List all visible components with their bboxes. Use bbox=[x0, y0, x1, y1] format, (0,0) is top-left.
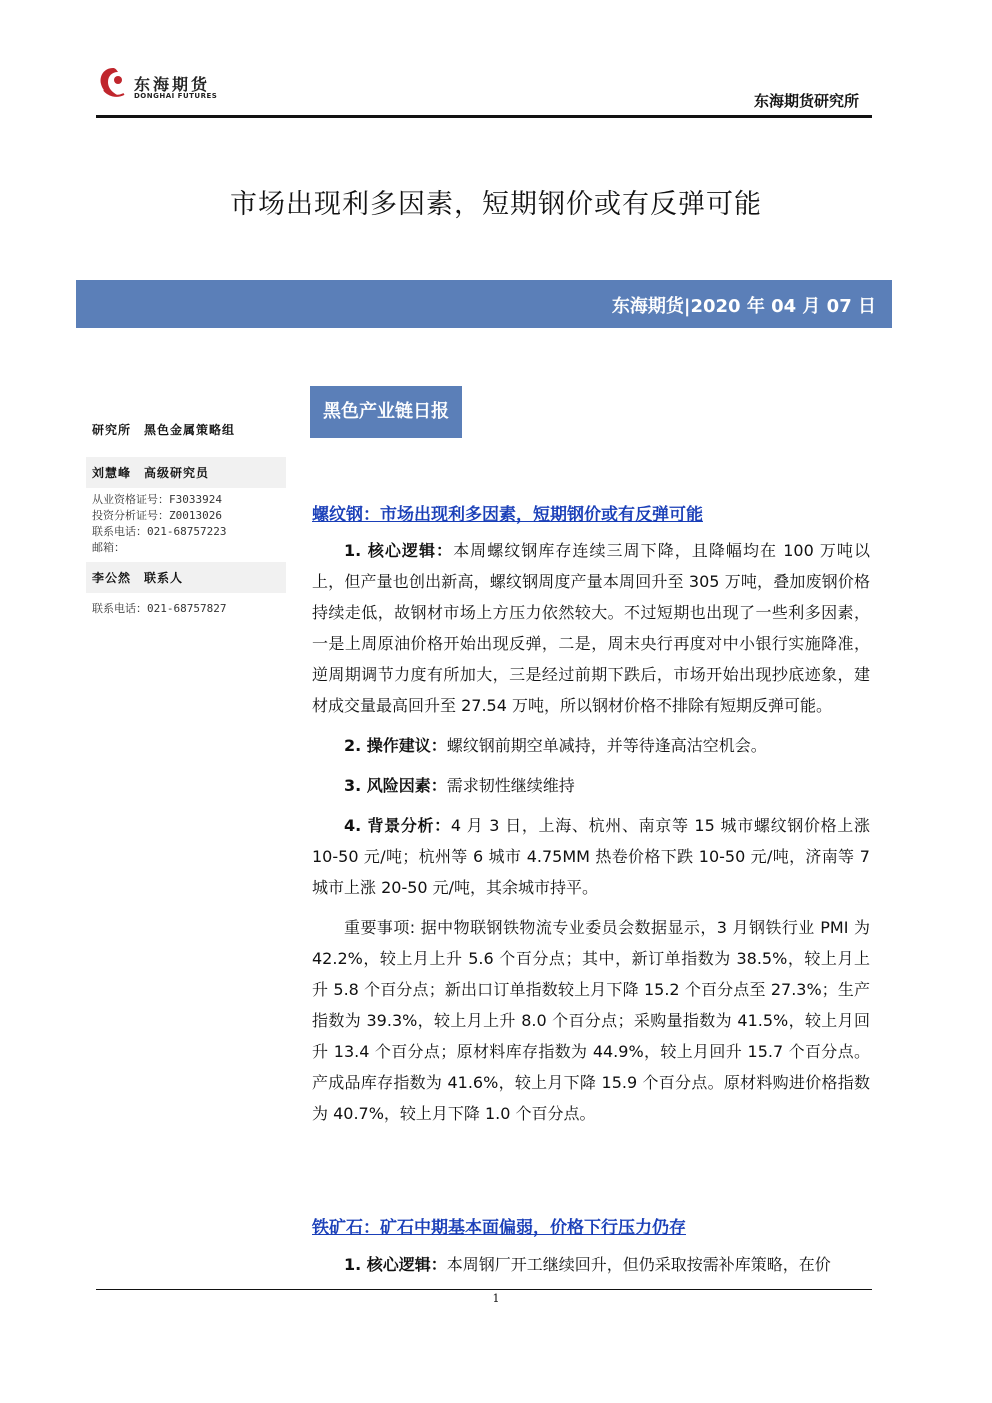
contact-name: 李公然 联系人 bbox=[86, 562, 286, 593]
analyst-email: 邮箱： bbox=[92, 541, 125, 554]
analyst-phone: 联系电话：021-68757223 bbox=[92, 525, 227, 538]
iron-ore-section-body bbox=[312, 1249, 870, 1289]
footer-divider bbox=[96, 1289, 872, 1290]
rebar-section-heading[interactable]: 螺纹钢：市场出现利多因素，短期钢价或有反弹可能 bbox=[312, 505, 703, 525]
rebar-background: 4. 背景分析：4 月 3 日，上海、杭州、南京等 15 城市螺纹钢价格上涨 10-50 元/吨；杭州等 6 城市 4.75MM 热卷价格下跌 10-50 元/吨，济南等 7 城市上涨 20-50 元/吨，其余城市持平。 bbox=[312, 816, 870, 897]
rebar-operation-advice: 2. 操作建议：螺纹钢前期空单减持，并等待逢高沽空机会。 bbox=[344, 736, 767, 755]
donghai-logo-icon bbox=[96, 64, 130, 102]
logo-chinese-text: 东海期货 bbox=[134, 75, 211, 94]
page-number: 1 bbox=[492, 1292, 500, 1305]
rebar-core-logic: 1. 核心逻辑：本周螺纹钢库存连续三周下降，且降幅均在 100 万吨以上，但产量也创出新高，螺纹钢周度产量本周回升至 305 万吨，叠加废钢价格持续走低，故钢材市场上方压力依然较大。不过短期也出现了一些利多因素，一是上周原油价格开始出现反弹，二是，周末央行再度对中小银行实施降准，逆周期调节力度有所加大，三是经过前期下跌后，市场开始出现抄底迹象，建材成交量最高回升至 27.54 万吨，所以钢材价格不排除有短期反弹可能。 bbox=[312, 541, 870, 715]
page-title: 市场出现利多因素，短期钢价或有反弹可能 bbox=[230, 189, 762, 220]
header-divider bbox=[96, 115, 872, 118]
operation-advice-label: 2. 操作建议： bbox=[344, 736, 447, 755]
investment-license: 投资分析证号：Z0013026 bbox=[92, 509, 222, 522]
date-banner bbox=[76, 280, 892, 328]
core-logic-label: 1. 核心逻辑： bbox=[344, 1255, 447, 1274]
qualification-number: 从业资格证号：F3033924 bbox=[92, 493, 222, 506]
rebar-risk-factors: 3. 风险因素：需求韧性继续维持 bbox=[344, 776, 575, 795]
risk-factors-label: 3. 风险因素： bbox=[344, 776, 447, 795]
author-sidebar bbox=[86, 414, 286, 617]
logo-english-text: DONGHAI FUTURES bbox=[134, 92, 218, 100]
report-type-tag: 黑色产业链日报 bbox=[310, 386, 462, 438]
analyst-name: 刘慧峰 高级研究员 bbox=[86, 457, 286, 488]
rebar-key-events: 重要事项: 据中物联钢铁物流专业委员会数据显示，3 月钢铁行业 PMI 为 42.2%，较上月上升 5.6 个百分点；其中，新订单指数为 38.5%，较上月上升 5.8 个百分点；新出口订单指数较上月下降 15.2 个百分点至 27.3%；生产指数为 39.3%，较上月上升 8.0 个百分点；采购量指数为 41.5%，较上月回升 13.4 个百分点；原材料库存指数为 44.9%，较上月回升 15.7 个百分点。产成品库存指数为 41.6%，较上月下降 15.9 个百分点。原材料购进价格指数为 40.7%，较上月下降 1.0 个百分点。 bbox=[312, 918, 870, 1123]
iron-ore-section-heading[interactable]: 铁矿石：矿石中期基本面偏弱，价格下行压力仍存 bbox=[312, 1218, 686, 1238]
contact-phone: 联系电话：021-68757827 bbox=[92, 602, 227, 615]
report-date: 东海期货|2020 年 04 月 07 日 bbox=[611, 296, 876, 317]
company-logo bbox=[96, 62, 256, 106]
iron-ore-core-logic: 1. 核心逻辑：本周钢厂开工继续回升，但仍采取按需补库策略，在价 bbox=[344, 1255, 831, 1274]
institute-name: 东海期货研究所 bbox=[753, 92, 859, 110]
rebar-section-body bbox=[312, 535, 870, 1138]
core-logic-label: 1. 核心逻辑： bbox=[344, 541, 454, 560]
department-label: 研究所 黑色金属策略组 bbox=[92, 423, 236, 437]
background-label: 4. 背景分析： bbox=[344, 816, 451, 835]
